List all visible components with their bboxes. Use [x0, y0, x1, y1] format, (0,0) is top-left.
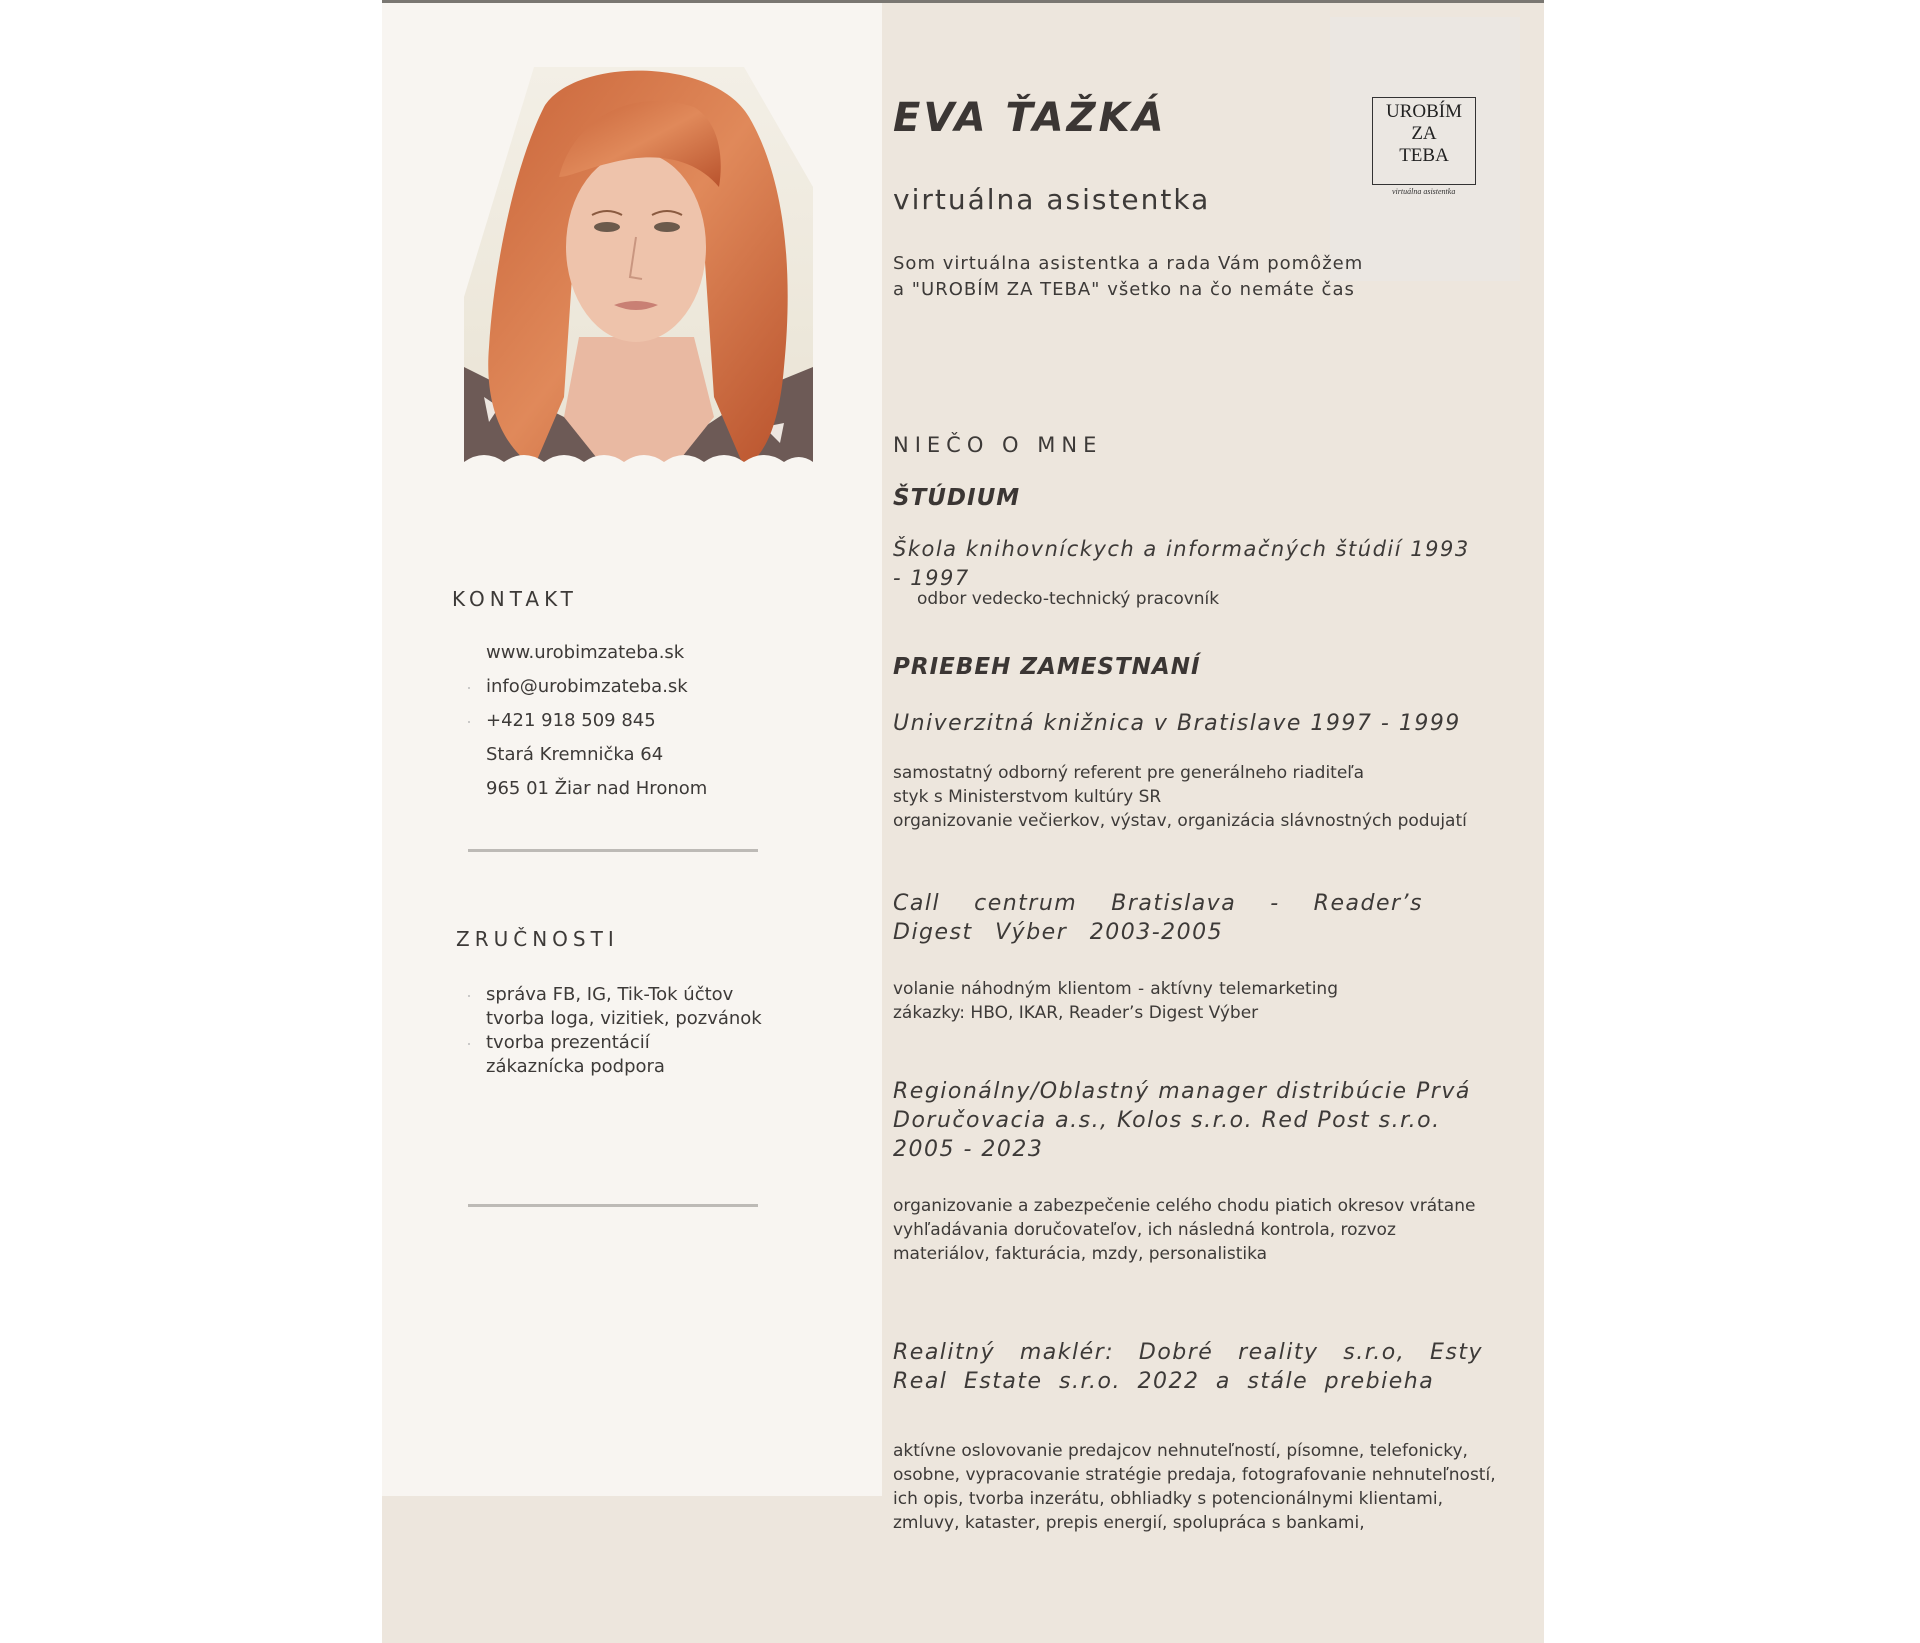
intro-line: a "UROBÍM ZA TEBA" všetko na čo nemáte čas [893, 279, 1355, 300]
logo-line: ZA [1411, 123, 1437, 144]
brand-logo [1330, 17, 1520, 281]
skill-item: zákaznícka podpora [486, 1056, 665, 1077]
job-description: aktívne oslovovanie predajcov nehnuteľností, písomne, telefonicky, osobne, vypracovanie stratégie predaja, fotografovanie nehnuteľností, ich opis, tvorba inzerátu, obhliadky s potencionálnymi klientami, zmluvy, kataster, prepis energií, spolupráca s bankami, [893, 1441, 1496, 1533]
skill-item: tvorba loga, vizitiek, pozvánok [486, 1008, 762, 1029]
contact-phone[interactable]: +421 918 509 845 [486, 704, 707, 738]
bullet-dot [468, 687, 470, 689]
job-line: styk s Ministerstvom kultúry SR [893, 787, 1162, 807]
job-description: organizovanie a zabezpečenie celého chodu piatich okresov vrátane vyhľadávania doručovateľov, ich následná kontrola, rozvoz materiálov, fakturácia, mzdy, personalistika [893, 1196, 1476, 1264]
skill-item: tvorba prezentácií [486, 1031, 762, 1055]
divider-skills [468, 1204, 758, 1207]
logo-tagline: virtuálna asistentka [1392, 187, 1456, 196]
skill-item: správa FB, IG, Tik-Tok účtov [486, 983, 762, 1007]
profile-photo [464, 67, 813, 479]
logo-line: UROBÍM [1385, 101, 1462, 122]
divider-contact [468, 849, 758, 852]
contact-heading: KONTAKT [452, 587, 578, 611]
skills-heading: ZRUČNOSTI [456, 927, 619, 951]
contact-city: 965 01 Žiar nad Hronom [486, 778, 708, 799]
bullet-dot [468, 1043, 470, 1045]
study-school: Škola knihovníckych a informačných štúdií 1993 - 1997 [893, 537, 1470, 590]
skills-list [486, 983, 762, 1079]
intro-text [893, 251, 1393, 303]
person-role: virtuálna asistentka [893, 183, 1211, 216]
study-heading: ŠTÚDIUM [893, 485, 1021, 511]
job-description: volanie náhodným klientom - aktívny telemarketing zákazky: HBO, IKAR, Reader’s Digest Výber [893, 979, 1338, 1023]
about-heading: NIEČO O MNE [893, 433, 1103, 457]
bullet-dot [468, 721, 470, 723]
job-description [893, 761, 1467, 833]
job-title: Call centrum Bratislava - Reader’s Digest Výber 2003-2005 [893, 891, 1423, 945]
contact-email[interactable]: info@urobimzateba.sk [486, 670, 707, 704]
job-title: Univerzitná knižnica v Bratislave 1997 - 1999 [893, 711, 1461, 736]
job-line: organizovanie večierkov, výstav, organizácia slávnostných podujatí [893, 811, 1467, 831]
person-name: EVA ŤAŽKÁ [893, 95, 1167, 141]
bullet-dot [468, 995, 470, 997]
left-panel [382, 3, 882, 1496]
logo-frame [1372, 97, 1476, 185]
study-field: odbor vedecko-technický pracovník [917, 589, 1220, 609]
logo-line: TEBA [1399, 145, 1449, 166]
intro-line: Som virtuálna asistentka a rada Vám pomôžem [893, 253, 1364, 274]
job-title: Regionálny/Oblastný manager distribúcie Prvá Doručovacia a.s., Kolos s.r.o. Red Post s.r.o. 2005 - 2023 [893, 1079, 1471, 1162]
contact-website[interactable]: www.urobimzateba.sk [486, 642, 685, 663]
employment-heading: PRIEBEH ZAMESTNANÍ [893, 654, 1201, 680]
resume-page [382, 0, 1544, 1643]
contact-list [486, 636, 707, 806]
contact-street: Stará Kremnička 64 [486, 744, 664, 765]
job-line: samostatný odborný referent pre generálneho riaditeľa [893, 763, 1365, 783]
job-title: Realitný maklér: Dobré reality s.r.o, Esty Real Estate s.r.o. 2022 a stále prebieha [893, 1340, 1483, 1394]
